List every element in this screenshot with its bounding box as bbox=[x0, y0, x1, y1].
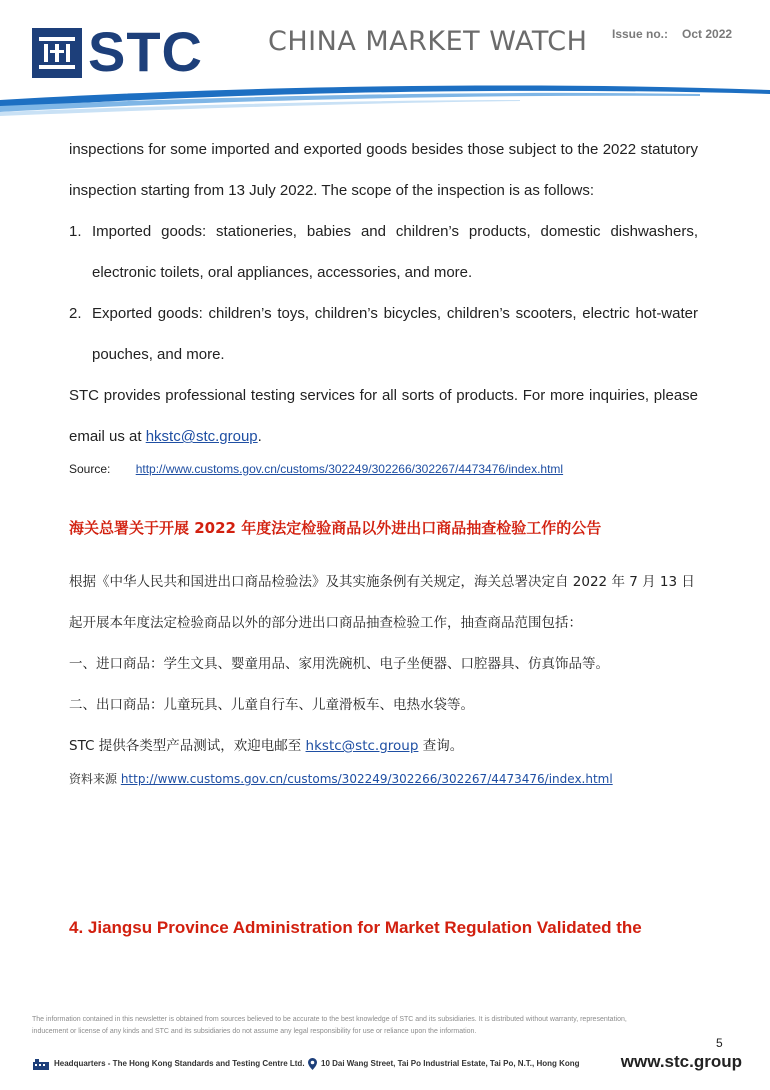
logo-mark bbox=[32, 28, 82, 78]
source-line bbox=[69, 459, 698, 479]
page-number: 5 bbox=[716, 1036, 723, 1050]
stc-inquiry bbox=[69, 375, 698, 457]
email-link[interactable]: hkstc@stc.group bbox=[145, 428, 258, 445]
publication-title: CHINA MARKET WATCH bbox=[268, 26, 588, 57]
stc-inquiry-text: STC provides professional testing services for all sorts of products. For more inquiries, please email us at bbox=[69, 387, 698, 445]
source-link[interactable]: http://www.customs.gov.cn/customs/302249/302266/302267/4473476/index.html bbox=[135, 462, 564, 476]
headquarters-text: Headquarters - The Hong Kong Standards and Testing Centre Ltd. bbox=[54, 1059, 305, 1069]
chinese-section bbox=[69, 500, 698, 789]
list-item bbox=[69, 293, 698, 375]
chinese-email-link[interactable]: hkstc@stc.group bbox=[305, 738, 419, 754]
issue-label: Issue no.: bbox=[612, 27, 669, 41]
chinese-source-link[interactable]: http://www.customs.gov.cn/customs/302249/302266/302267/4473476/index.html bbox=[120, 772, 613, 786]
stc-logo bbox=[32, 20, 218, 83]
website[interactable]: www.stc.group bbox=[620, 1052, 742, 1071]
list-number: 1. bbox=[69, 223, 82, 240]
address bbox=[308, 1058, 580, 1070]
list-text: Exported goods: children’s toys, children’s bicycles, children’s scooters, electric hot-water pouches, and more. bbox=[92, 305, 698, 363]
chinese-source-line bbox=[69, 769, 698, 789]
chinese-inquiry-text: STC 提供各类型产品测试，欢迎电邮至 bbox=[69, 738, 306, 754]
disclaimer: The information contained in this newsletter is obtained from sources believed to be accurate to the best knowledge of STC and its subsidiaries. It is distributed without warranty, representation, inducement or license of any kinds and STC and its subsidiaries do not assume any legal responsibility for use or reliance upon the information. bbox=[32, 1016, 627, 1035]
building-icon bbox=[32, 1058, 50, 1070]
issue-value: Oct 2022 bbox=[682, 27, 733, 41]
footer-bar bbox=[32, 1052, 742, 1078]
section-heading: 4. Jiangsu Province Administration for Market Regulation Validated the bbox=[69, 918, 642, 937]
chinese-item-imports: 一、进口商品：学生文具、婴童用品、家用洗碗机、电子坐便器、口腔器具、仿真饰品等。 bbox=[69, 656, 609, 672]
list-item bbox=[69, 211, 698, 293]
headquarters bbox=[32, 1058, 305, 1070]
chinese-item-exports: 二、出口商品：儿童玩具、儿童自行车、儿童滑板车、电热水袋等。 bbox=[69, 697, 474, 713]
period: . bbox=[257, 428, 262, 445]
address-text: 10 Dai Wang Street, Tai Po Industrial Estate, Tai Po, N.T., Hong Kong bbox=[321, 1059, 580, 1069]
logo-emblem-icon bbox=[32, 28, 82, 78]
header-swoosh bbox=[0, 82, 770, 122]
english-intro: inspections for some imported and exported goods besides those subject to the 2022 statutory inspection starting from 13 July 2022. The scope of the inspection is as follows: bbox=[69, 141, 698, 199]
chinese-inquiry-end: 查询。 bbox=[418, 738, 464, 754]
chinese-intro: 根据《中华人民共和国进出口商品检验法》及其实施条例有关规定，海关总署决定自 2022 年 7 月 13 日起开展本年度法定检验商品以外的部分进出口商品抽查检验工作，抽查商品范围包括： bbox=[69, 574, 695, 631]
chinese-title: 海关总署关于开展 2022 年度法定检验商品以外进出口商品抽查检验工作的公告 bbox=[69, 519, 602, 537]
location-pin-icon bbox=[308, 1058, 317, 1070]
english-section bbox=[69, 129, 698, 479]
list-number: 2. bbox=[69, 305, 82, 322]
source-label: Source: bbox=[69, 462, 111, 476]
issue-info bbox=[612, 27, 732, 41]
logo-text: STC bbox=[88, 20, 203, 83]
chinese-inquiry bbox=[69, 726, 698, 767]
chinese-source-label: 资料来源 bbox=[69, 772, 121, 786]
list-text: Imported goods: stationeries, babies and children’s products, domestic dishwashers, electronic toilets, oral appliances, accessories, and more. bbox=[92, 223, 698, 281]
